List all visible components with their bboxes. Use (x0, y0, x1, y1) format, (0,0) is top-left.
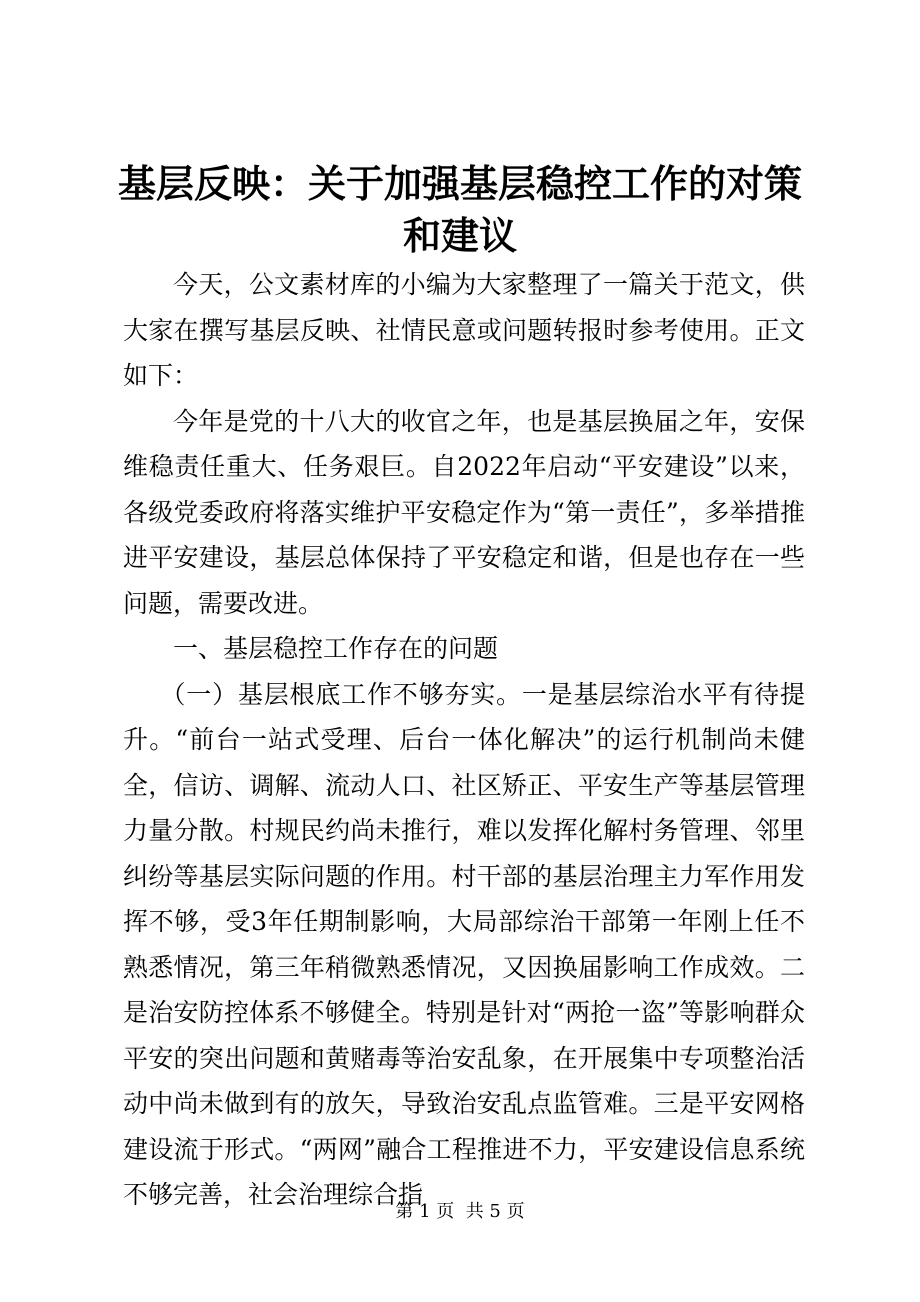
page-number: 第 1 页 共 5 页 (395, 1201, 525, 1222)
problem-paragraph: （一）基层根底工作不够夯实。一是基层综治水平有待提升。“前台一站式受理、后台一体化解决”的运行机制尚未健全，信访、调解、流动人口、社区矫正、平安生产等基层管理力量分散。村规民约尚未推行，难以发挥化解村务管理、邻里纠纷等基层实际问题的作用。村干部的基层治理主力军作用发挥不够，受3年任期制影响，大局部综治干部第一年刚上任不熟悉情况，第三年稍微熟悉情况，又因换届影响工作成效。二是治安防控体系不够健全。特别是针对“两抢一盗”等影响群众平安的突出问题和黄赌毒等治安乱象，在开展集中专项整治活动中尚未做到有的放矢，导致治安乱点监管难。三是平安网格建设流于形式。“两网”融合工程推进不力，平安建设信息系统不够完善，社会治理综合指 (123, 679, 805, 1209)
intro-paragraph: 今天，公文素材库的小编为大家整理了一篇关于范文，供大家在撰写基层反映、社情民意或问题转报时参考使用。正文如下： (123, 270, 805, 390)
page-footer (0, 1200, 920, 1224)
section-heading: 一、基层稳控工作存在的问题 (173, 634, 499, 663)
document-body (123, 262, 805, 1218)
document-title: 基层反映：关于加强基层稳控工作的对策和建议 (117, 162, 802, 258)
background-paragraph: 今年是党的十八大的收官之年，也是基层换届之年，安保维稳责任重大、任务艰巨。自2022年启动“平安建设”以来，各级党委政府将落实维护平安稳定作为“第一责任”，多举措推进平安建设，基层总体保持了平安稳定和谐，但是也存在一些问题，需要改进。 (123, 406, 805, 618)
